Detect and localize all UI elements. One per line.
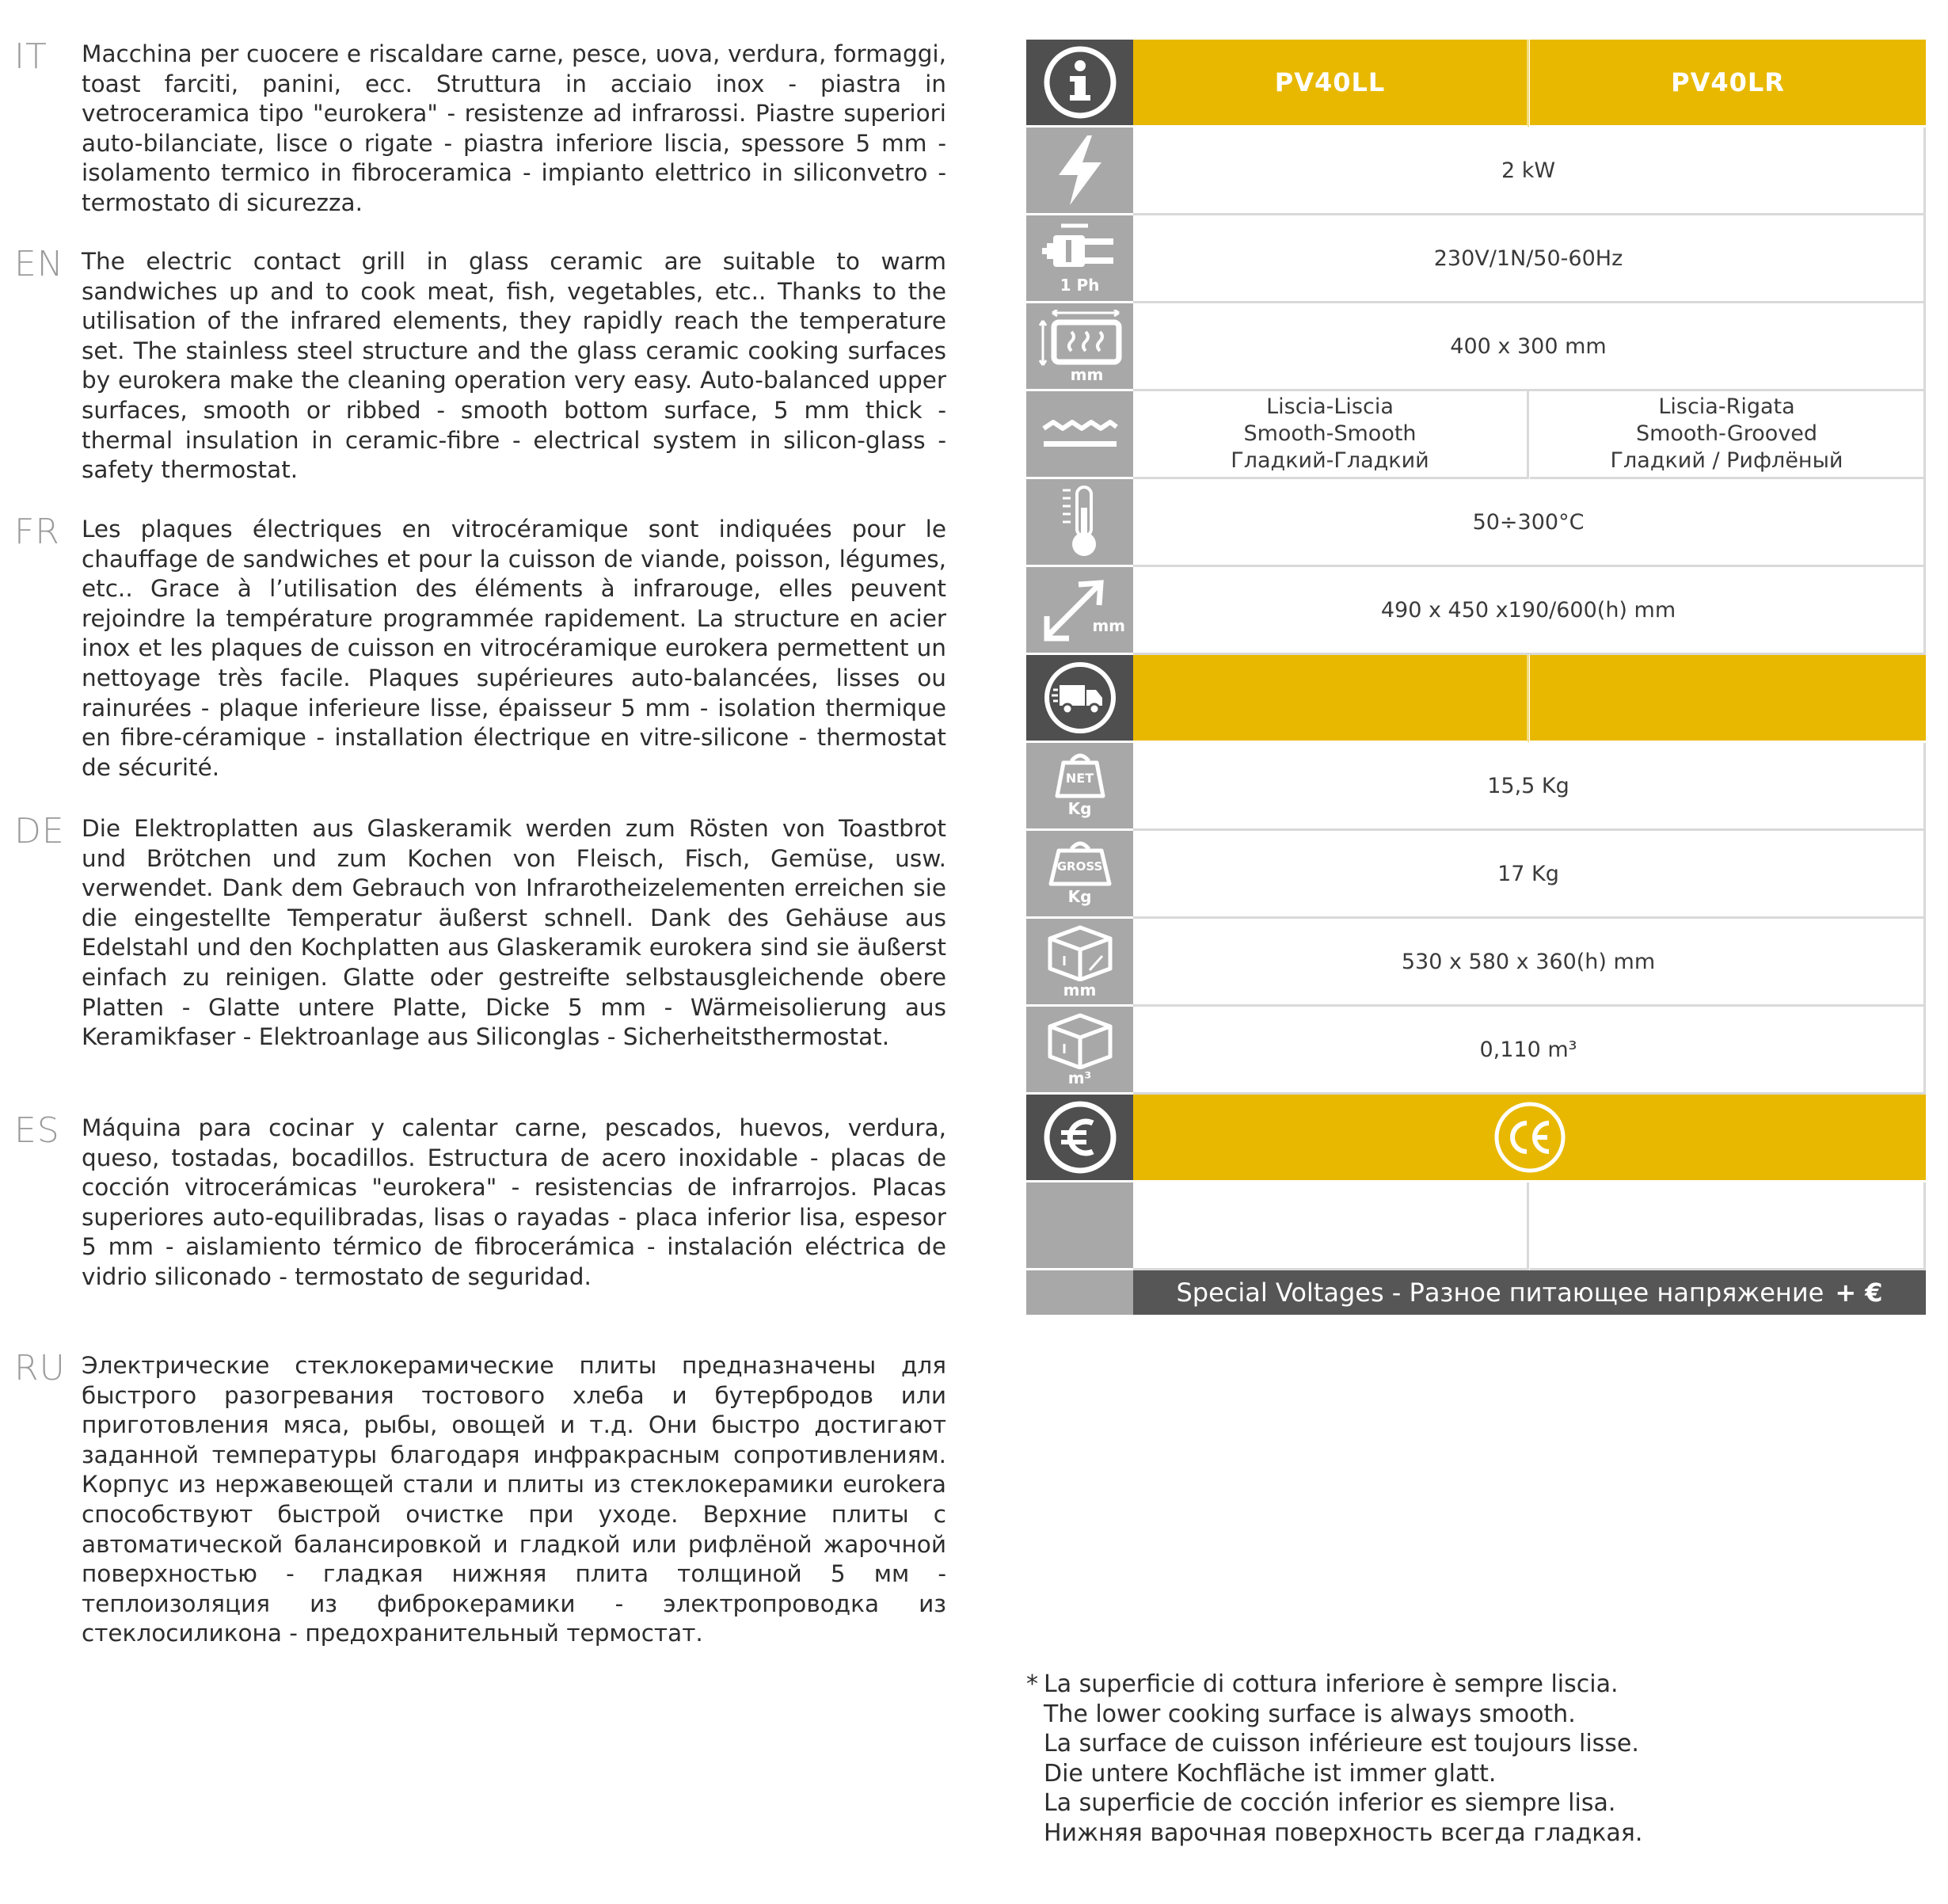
- gross-label: GROSS: [1056, 859, 1103, 874]
- lightning-icon: [1026, 128, 1133, 215]
- net-weight-row: [1026, 743, 1926, 831]
- plates-row: [1026, 391, 1926, 479]
- cooking-surface-row: [1026, 303, 1926, 391]
- net-weight-icon: [1026, 743, 1133, 831]
- footnote-lines: [1044, 1670, 1642, 1849]
- price-value: [1133, 1182, 1529, 1270]
- temperature-value: 50÷300°C: [1133, 479, 1926, 567]
- language-code: EN: [14, 244, 64, 284]
- ce-mark-icon: [1493, 1101, 1566, 1174]
- price-header-row: [1026, 1095, 1926, 1182]
- gross-weight-icon: [1026, 831, 1133, 919]
- volume-box-icon: [1026, 1007, 1133, 1095]
- shipping-header-cell: [1530, 655, 1926, 743]
- plate-type-line: Liscia-Liscia: [1266, 394, 1394, 419]
- plate-type-ll: [1133, 391, 1529, 479]
- dimensions-row: [1026, 567, 1926, 655]
- diagonal-arrow-icon: [1026, 567, 1133, 655]
- shipping-header-cell: [1133, 655, 1529, 743]
- plate-type-line: Гладкий / Рифлёный: [1610, 448, 1843, 473]
- power-row: [1026, 128, 1926, 215]
- package-dimensions-row: [1026, 919, 1926, 1007]
- plate-type-line: Liscia-Rigata: [1658, 394, 1795, 419]
- description-text: Die Elektroplatten aus Glaskeramik werden zum Rösten von Toastbrot und Brötchen und zum Kochen von Fleisch, Fisch, Gemüse, usw. verwendet. Dank dem Gebrauch von Infrarotheizelementen erreichen sie die eingestellte Temperatur äußerst schnell. Dank des Gehäuse aus Edelstahl und den Kochplatten aus Glaskeramik eurokera sind sie äußerst einfach zu reinigen. Glatte oder gestreifte selbstausgleichende obere Platten - Glatte untere Platte, Dicke 5 mm - Wärmeisolierung aus Keramikfaser - Elektroanlage aus Siliconglas - Sicherheitsthermostat.: [82, 815, 946, 1051]
- cooking-surface-value: 400 x 300 mm: [1133, 303, 1926, 391]
- footnote-line: Die untere Kochfläche ist immer glatt.: [1044, 1759, 1497, 1788]
- description-text: Máquina para cocinar y calentar carne, pescados, huevos, verdura, queso, tostadas, bocadillos. Estructura de acero inoxidable - placas de cocción vitrocerámicas "eurokera" - resistencias de infrarrojos. Placas superiores auto-equilibradas, lisas o rayadas - placa inferior lisa, espesor 5 mm - aislamiento térmico de fibrocerámica - instalación eléctrica de vidrio siliconado - termostato de seguridad.: [82, 1114, 946, 1290]
- volume-unit-label: m³: [1067, 1068, 1092, 1087]
- info-icon: [1026, 40, 1133, 128]
- net-weight-value: 15,5 Kg: [1133, 743, 1926, 831]
- footnote-line: The lower cooking surface is always smooth.: [1044, 1700, 1576, 1728]
- delivery-truck-icon: [1026, 655, 1133, 743]
- description-text: Macchina per cuocere e riscaldare carne, pesce, uova, verdura, formaggi, toast farciti, panini, ecc. Struttura in acciaio inox - piastra in vetroceramica tipo "eurokera" - resistenze ad infrarossi. Piastre superiori auto-bilanciate, lisce o rigate - piastra inferiore liscia, spessore 5 mm - isolamento termico in fibroceramica - impianto elettrico in siliconvetro - termostato di sicurezza.: [82, 40, 946, 216]
- model-name: PV40LL: [1133, 40, 1529, 128]
- gross-weight-row: [1026, 831, 1926, 919]
- special-voltages-text: Special Voltages - Разное питающее напряжение: [1176, 1278, 1824, 1308]
- temperature-row: [1026, 479, 1926, 567]
- volume-row: [1026, 1007, 1926, 1095]
- footnote-line: Нижняя варочная поверхность всегда гладкая.: [1044, 1818, 1643, 1847]
- euro-icon: [1026, 1095, 1133, 1182]
- special-voltages-row: [1026, 1270, 1926, 1315]
- language-code: FR: [14, 512, 60, 552]
- package-box-icon: [1026, 919, 1133, 1007]
- kg-label: Kg: [1067, 887, 1092, 906]
- description-text: Электрические стеклокерамические плиты предназначены для быстрого разогревания тостового хлеба и бутербродов или приготовления мяса, рыбы, овощей и т.д. Они быстро достигают заданной температуры благодаря инфракрасным сопротивлениям. Корпус из нержавеющей стали и плиты из стеклокерамики eurokera способствуют быстрой очистке при уходе. Верхние плиты с автоматической балансировкой и гладкой или рифлёной жарочной поверхностью - гладкая нижняя плита толщиной 5 мм - теплоизоляция из фиброкерамики - электропроводка из стеклосиликона - предохранительный термостат.: [82, 1352, 946, 1647]
- voltage-row: [1026, 215, 1926, 303]
- power-value: 2 kW: [1133, 128, 1926, 215]
- ce-mark-cell: [1133, 1095, 1926, 1182]
- price-icon-cell: [1026, 1182, 1133, 1270]
- language-code: RU: [14, 1348, 66, 1388]
- package-unit-label: mm: [1063, 981, 1097, 1000]
- kg-label: Kg: [1067, 799, 1092, 818]
- price-row: [1026, 1182, 1926, 1270]
- description-text: Les plaques électriques en vitrocéramique sont indiquées pour le chauffage de sandwiches et pour la cuisson de viande, poisson, légumes, etc.. Grace à l’utilisation des éléments à infrarouge, elles peuvent rejoindre la température programmée rapidement. La structure en acier inox et les plaques de cuisson en vitrocéramique eurokera permettent un nettoyage très facile. Plaques supérieures auto-balancées, lisses ou rainurées - plaque inferieure lisse, épaisseur 5 mm - isolation thermique en fibre-céramique - installation électrique en vitre-silicone - thermostat de sécurité.: [82, 516, 946, 781]
- grill-plates-icon: [1026, 391, 1133, 479]
- special-voltages-suffix: + €: [1835, 1278, 1883, 1308]
- price-value: [1530, 1182, 1926, 1270]
- gross-weight-value: 17 Kg: [1133, 831, 1926, 919]
- language-code: DE: [14, 811, 65, 851]
- model-header-row: [1026, 40, 1926, 128]
- language-code: IT: [14, 36, 48, 77]
- thermometer-icon: [1026, 479, 1133, 567]
- voltage-value: 230V/1N/50-60Hz: [1133, 215, 1926, 303]
- footnote-line: La superficie de cocción inferior es siempre lisa.: [1044, 1789, 1616, 1818]
- surface-unit-label: mm: [1070, 365, 1104, 384]
- dimensions-unit-label: mm: [1092, 616, 1125, 635]
- plate-type-line: Smooth-Grooved: [1635, 421, 1818, 446]
- package-dimensions-value: 530 x 580 x 360(h) mm: [1133, 919, 1926, 1007]
- shipping-header-row: [1026, 655, 1926, 743]
- footnote-line: La superficie di cottura inferiore è sempre liscia.: [1044, 1670, 1619, 1698]
- volume-value: 0,110 m³: [1133, 1007, 1926, 1095]
- special-voltages-bar: [1133, 1270, 1926, 1315]
- plate-type-line: Smooth-Smooth: [1243, 421, 1417, 446]
- net-label: NET: [1065, 771, 1094, 786]
- dimensions-value: 490 x 450 x190/600(h) mm: [1133, 567, 1926, 655]
- footnote-asterisk: *: [1026, 1670, 1038, 1698]
- phase-label: 1 Ph: [1060, 276, 1100, 295]
- language-code: ES: [14, 1110, 60, 1151]
- footer-icon-cell: [1026, 1270, 1133, 1315]
- plug-icon: [1026, 215, 1133, 303]
- plate-type-lr: [1530, 391, 1926, 479]
- description-text: The electric contact grill in glass ceramic are suitable to warm sandwiches up and to cook meat, fish, vegetables, etc.. Thanks to the utilisation of the infrared elements, they rapidly reach the temperature set. The stainless steel structure and the glass ceramic cooking surfaces by eurokera make the cleaning operation very easy. Auto-balanced upper surfaces, smooth or ribbed - smooth bottom surface, 5 mm thick - thermal insulation in ceramic-fibre - electrical system in silicon-glass - safety thermostat.: [82, 248, 946, 484]
- footnote-line: La surface de cuisson inférieure est toujours lisse.: [1044, 1730, 1639, 1758]
- plate-type-line: Гладкий-Гладкий: [1231, 448, 1429, 473]
- model-name: PV40LR: [1530, 40, 1926, 128]
- cooking-surface-icon: [1026, 303, 1133, 391]
